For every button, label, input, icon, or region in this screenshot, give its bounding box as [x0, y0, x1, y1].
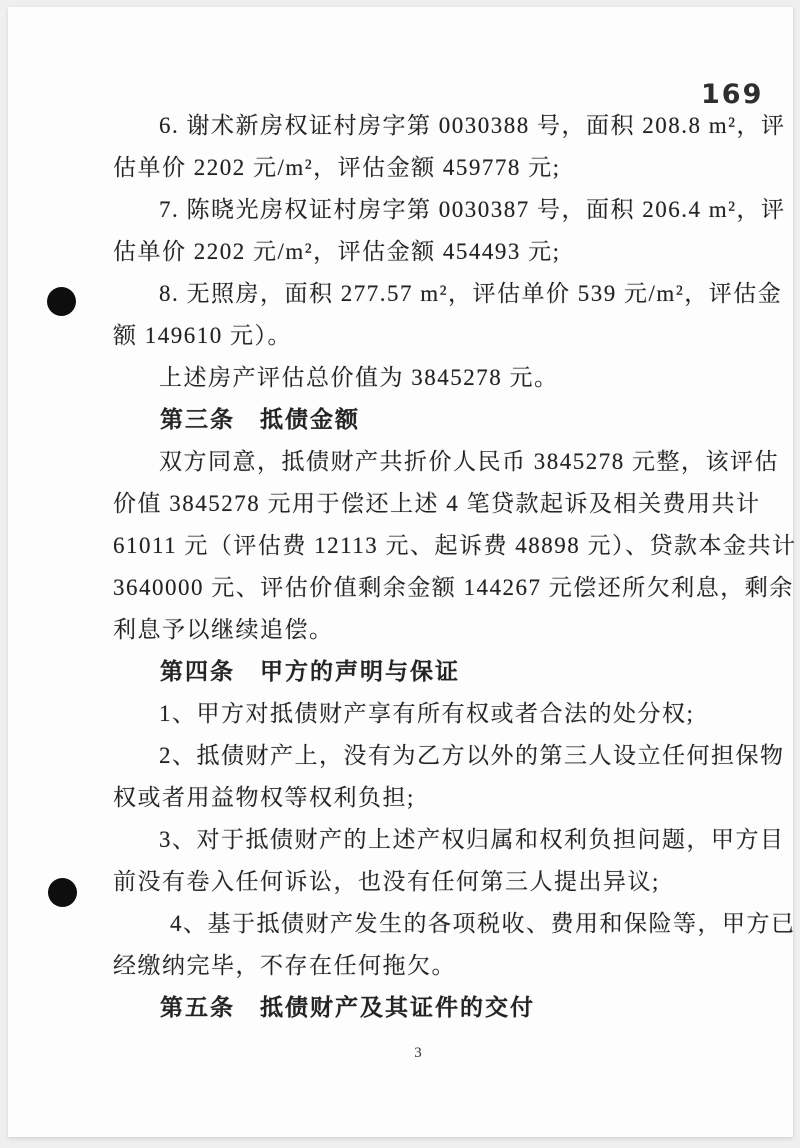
doc-line-item7-2: 估单价 2202 元/m²，评估金额 454493 元; — [113, 239, 561, 264]
document-page — [8, 7, 797, 1137]
doc-heading-article4: 第四条 甲方的声明与保证 — [160, 659, 460, 684]
hole-punch-dot-bottom — [48, 878, 77, 907]
doc-line-article3-4: 3640000 元、评估价值剩余金额 144267 元偿还所欠利息，剩余 — [113, 575, 794, 600]
doc-line-article4-p2b: 权或者用益物权等权利负担; — [113, 785, 415, 810]
doc-line-total-value: 上述房产评估总价值为 3845278 元。 — [159, 365, 559, 390]
document-body — [113, 105, 797, 1029]
doc-line-article4-p3b: 前没有卷入任何诉讼，也没有任何第三人提出异议; — [113, 869, 660, 894]
doc-line-item7-1: 7. 陈晓光房权证村房字第 0030387 号，面积 206.4 m²，评 — [159, 197, 786, 222]
doc-line-article4-p1: 1、甲方对抵债财产享有所有权或者合法的处分权; — [159, 701, 695, 726]
footer-page-number: 3 — [414, 1045, 422, 1061]
archive-page-number: 169 — [701, 79, 764, 110]
doc-line-article3-2: 价值 3845278 元用于偿还上述 4 笔贷款起诉及相关费用共计 — [113, 491, 761, 516]
doc-line-item6-2: 估单价 2202 元/m²，评估金额 459778 元; — [113, 155, 561, 180]
doc-line-item8-2: 额 149610 元）。 — [113, 323, 292, 348]
doc-line-article3-1: 双方同意，抵债财产共折价人民币 3845278 元整，该评估 — [159, 449, 779, 474]
doc-heading-article5: 第五条 抵债财产及其证件的交付 — [160, 995, 535, 1020]
doc-line-article3-3: 61011 元（评估费 12113 元、起诉费 48898 元）、贷款本金共计 — [113, 533, 797, 558]
doc-line-item6-1: 6. 谢术新房权证村房字第 0030388 号，面积 208.8 m²，评 — [159, 113, 786, 138]
doc-line-article3-5: 利息予以继续追偿。 — [113, 617, 334, 642]
doc-line-item8-1: 8. 无照房，面积 277.57 m²，评估单价 539 元/m²，评估金 — [159, 281, 783, 306]
doc-line-article4-p2a: 2、抵债财产上，没有为乙方以外的第三人设立任何担保物 — [159, 743, 785, 768]
doc-line-article4-p4b: 经缴纳完毕，不存在任何拖欠。 — [113, 953, 456, 978]
doc-line-article4-p3a: 3、对于抵债财产的上述产权归属和权利负担问题，甲方目 — [159, 827, 785, 852]
doc-line-article4-p4a: 4、基于抵债财产发生的各项税收、费用和保险等，甲方已 — [170, 911, 796, 936]
doc-heading-article3: 第三条 抵债金额 — [160, 407, 360, 432]
hole-punch-dot-top — [47, 287, 76, 316]
